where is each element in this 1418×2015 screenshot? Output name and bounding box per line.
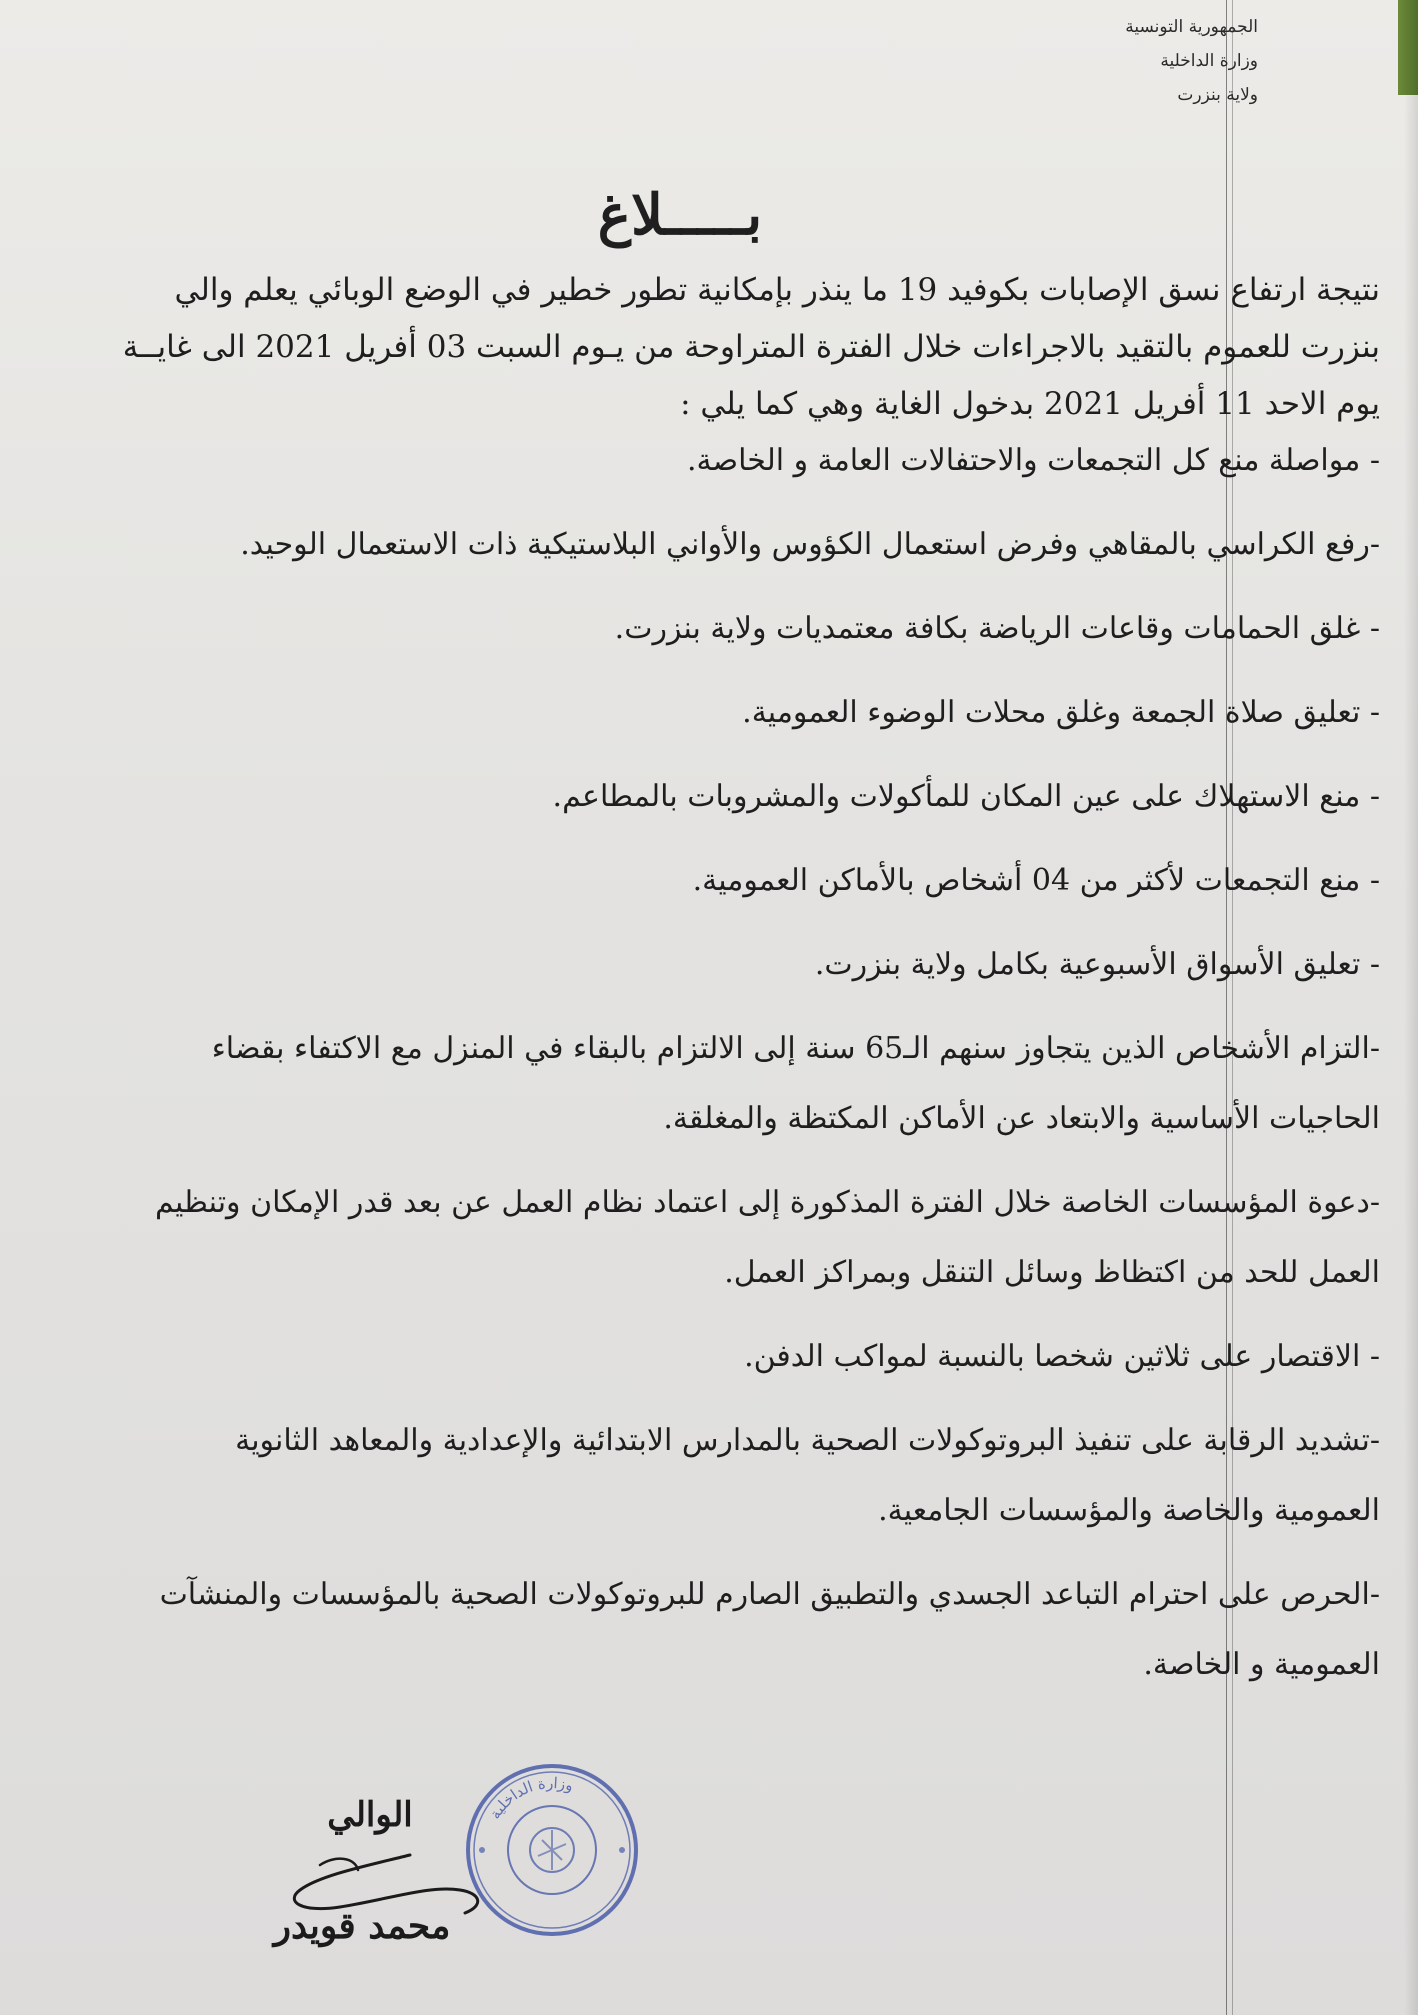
measure-line: -رفع الكراسي بالمقاهي وفرض استعمال الكؤوس والأواني البلاستيكية ذات الاستعمال الوحيد. [240, 527, 1380, 562]
measure-item [70, 441, 1380, 481]
intro-line: نتيجة ارتفاع نسق الإصابات بكوفيد 19 ما ينذر بإمكانية تطور خطير في الوضع الوبائي يعلم والي [174, 272, 1380, 308]
measure-item [70, 861, 1380, 901]
measure-line: - غلق الحمامات وقاعات الرياضة بكافة معتمديات ولاية بنزرت. [614, 611, 1380, 646]
measure-line: -التزام الأشخاص الذين يتجاوز سنهم الـ65 سنة إلى الالتزام بالبقاء في المنزل مع الاكتفاء بقضاء [211, 1031, 1380, 1066]
measure-item [70, 525, 1380, 565]
measure-line: العمومية والخاصة والمؤسسات الجامعية. [878, 1493, 1380, 1528]
measure-line: الحاجيات الأساسية والابتعاد عن الأماكن المكتظة والمغلقة. [663, 1101, 1380, 1136]
measure-item [70, 693, 1380, 733]
svg-text:وزارة الداخلية [486, 1774, 576, 1822]
measure-item [70, 1337, 1380, 1377]
measure-line: - تعليق صلاة الجمعة وغلق محلات الوضوء العمومية. [742, 695, 1380, 730]
measure-item [70, 1183, 1380, 1293]
background-edge [1398, 0, 1418, 95]
document-body [70, 270, 1380, 1729]
letterhead-ministry: وزارة الداخلية [1160, 51, 1258, 71]
measure-item [70, 945, 1380, 985]
page-edge-shadow [1404, 95, 1418, 2015]
measures-list [70, 441, 1380, 1685]
measure-line: -دعوة المؤسسات الخاصة خلال الفترة المذكورة إلى اعتماد نظام العمل عن بعد قدر الإمكان وتنظيم [155, 1185, 1380, 1220]
document-title: بـــــلاغ [597, 182, 763, 248]
intro-line: بنزرت للعموم بالتقيد بالاجراءات خلال الفترة المتراوحة من يـوم السبت 03 أفريل 2021 الى غايــة [122, 329, 1380, 365]
signatory-name: محمد قويدر [273, 1905, 451, 1947]
measure-line: العمومية و الخاصة. [1143, 1647, 1380, 1682]
signatory-title: الوالي [327, 1795, 413, 1835]
letterhead-governorate: ولاية بنزرت [1177, 85, 1258, 105]
intro-line: يوم الاحد 11 أفريل 2021 بدخول الغاية وهي كما يلي : [680, 386, 1380, 422]
measure-line: - الاقتصار على ثلاثين شخصا بالنسبة لمواكب الدفن. [744, 1339, 1380, 1374]
measure-line: -تشديد الرقابة على تنفيذ البروتوكولات الصحية بالمدارس الابتدائية والإعدادية والمعاهد الثانوية [235, 1423, 1380, 1458]
measure-line: -الحرص على احترام التباعد الجسدي والتطبيق الصارم للبروتوكولات الصحية بالمؤسسات والمنشآت [159, 1577, 1380, 1612]
measure-line: - مواصلة منع كل التجمعات والاحتفالات العامة و الخاصة. [686, 443, 1380, 478]
measure-line: - منع التجمعات لأكثر من 04 أشخاص بالأماكن العمومية. [692, 863, 1380, 898]
letterhead-country: الجمهورية التونسية [1125, 17, 1258, 37]
stamp-ring-text: وزارة الداخلية [485, 1773, 576, 1823]
measure-line: - منع الاستهلاك على عين المكان للمأكولات والمشروبات بالمطاعم. [552, 779, 1380, 814]
measure-item [70, 1029, 1380, 1139]
measure-item [70, 609, 1380, 649]
measure-line: العمل للحد من اكتظاظ وسائل التنقل وبمراكز العمل. [724, 1255, 1380, 1290]
intro-paragraph [70, 270, 1380, 424]
letterhead [1058, 10, 1258, 112]
measure-item [70, 777, 1380, 817]
measure-item [70, 1575, 1380, 1685]
measure-item [70, 1421, 1380, 1531]
measure-line: - تعليق الأسواق الأسبوعية بكامل ولاية بنزرت. [814, 947, 1380, 982]
